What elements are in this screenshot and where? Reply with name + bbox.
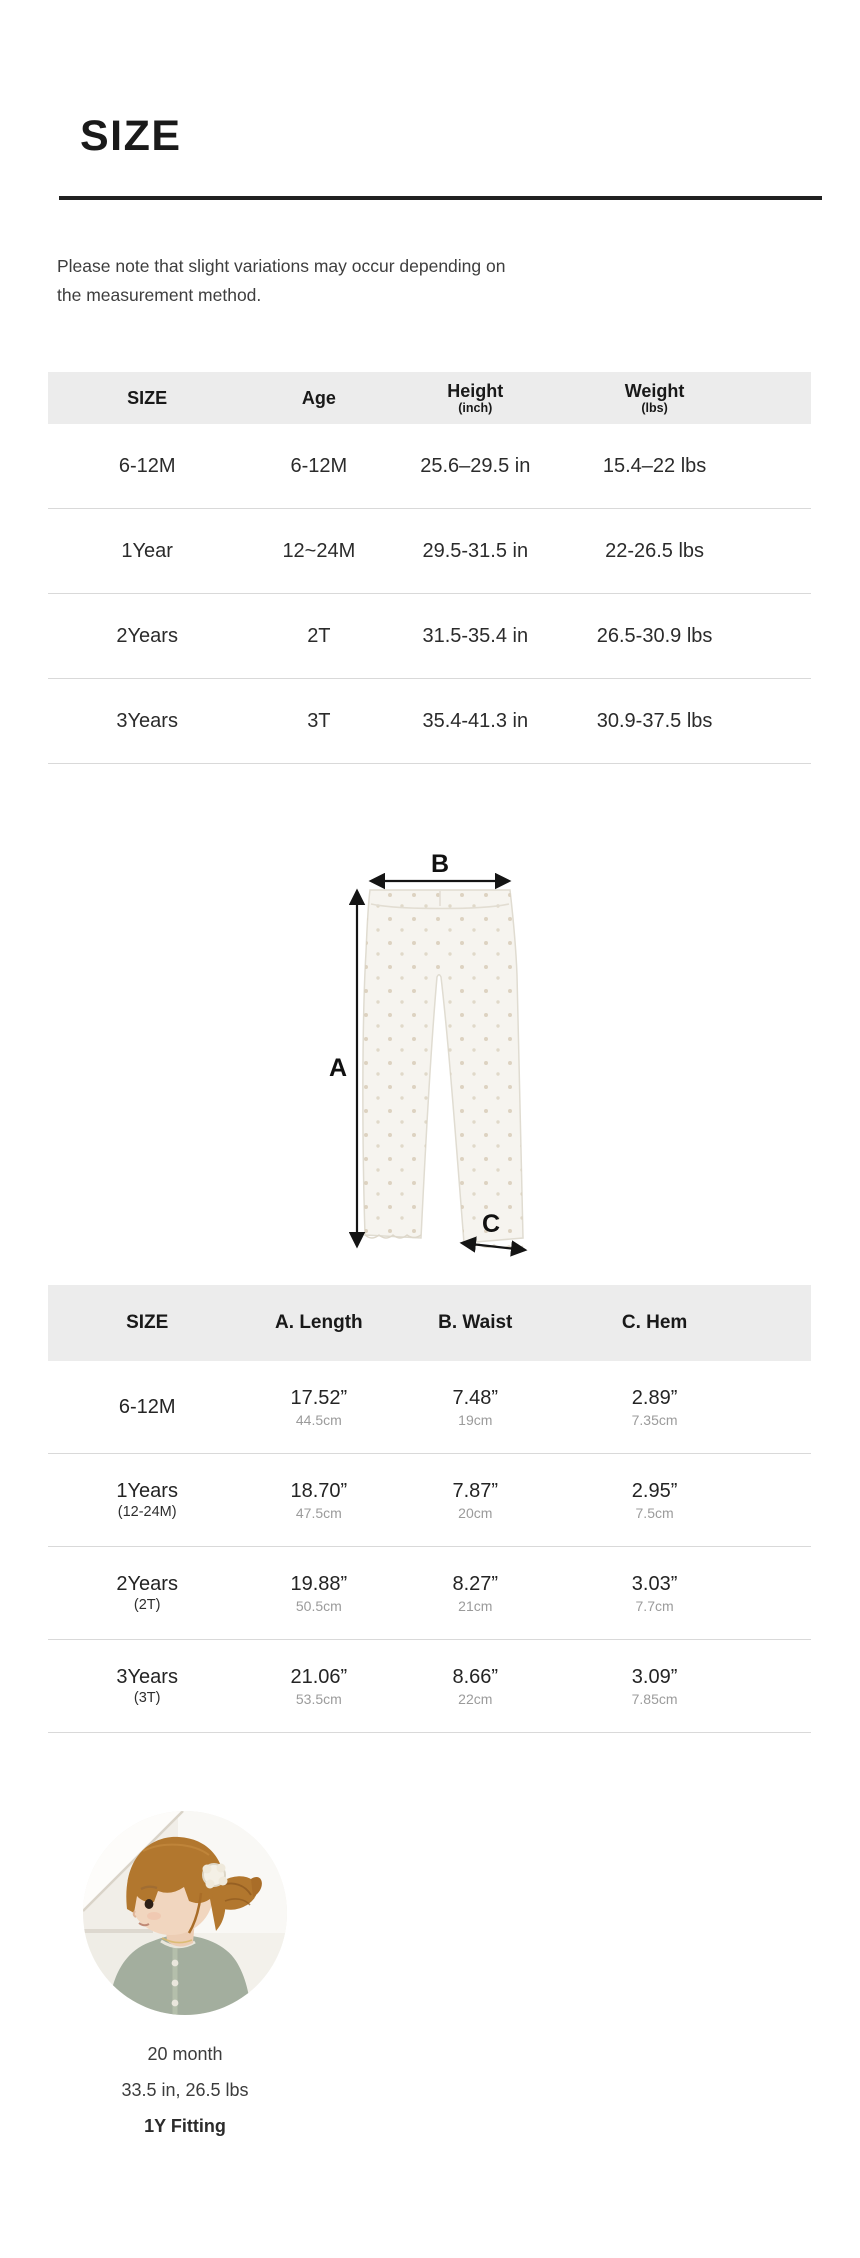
table-row: [48, 1361, 811, 1454]
length-cell: [246, 1480, 391, 1521]
size-label: 6-12M: [118, 1395, 176, 1418]
table-row: [48, 424, 811, 509]
hem-inch: 3.09”: [631, 1665, 678, 1688]
length-inch: 18.70”: [290, 1479, 348, 1502]
length-cm: 53.5cm: [295, 1690, 342, 1707]
header-waist: B. Waist: [438, 1312, 513, 1334]
waist-cm: 19cm: [458, 1411, 493, 1428]
table-row: [48, 509, 811, 594]
fitting-caption: [60, 2036, 310, 2144]
fitting-label: 1Y Fitting: [144, 2116, 226, 2136]
legging-measurement-diagram: [318, 845, 542, 1260]
length-inch: 17.52”: [290, 1386, 348, 1409]
hem-cell: [559, 1573, 750, 1614]
size-label: 2Years: [116, 1573, 178, 1595]
hem-cm: 7.35cm: [631, 1411, 678, 1428]
hem-inch: 3.03”: [631, 1572, 678, 1595]
hem-cm: 7.7cm: [635, 1597, 674, 1614]
hem-cell: [559, 1666, 750, 1707]
hem-cell: [559, 1480, 750, 1521]
size-cell: [48, 1573, 246, 1613]
header-weight: [559, 381, 750, 415]
weight-cell: 15.4–22 lbs: [602, 454, 707, 477]
fitting-model-photo: [83, 1811, 287, 2015]
title-divider: [59, 196, 822, 200]
waist-cell: [391, 1480, 559, 1521]
waist-inch: 7.87”: [452, 1479, 499, 1502]
size-cell: [48, 1666, 246, 1706]
header-hem: C. Hem: [621, 1312, 688, 1334]
fitting-age: 20 month: [147, 2044, 223, 2064]
waist-cm: 21cm: [458, 1597, 493, 1614]
waist-inch: 8.27”: [452, 1572, 499, 1595]
fitting-stats: 33.5 in, 26.5 lbs: [121, 2080, 249, 2100]
age-cell: 2T: [307, 624, 331, 647]
size-cell: [48, 1396, 246, 1419]
toddler-portrait-illustration: [83, 1811, 287, 2015]
size-cell: [48, 1480, 246, 1520]
waist-cell: [391, 1573, 559, 1614]
header-height-unit: (inch): [458, 401, 493, 416]
header-weight-label: Weight: [624, 380, 685, 401]
size-cell: 3Years: [116, 709, 178, 732]
height-cell: 29.5-31.5 in: [422, 539, 529, 562]
length-cell: [246, 1573, 391, 1614]
length-cm: 50.5cm: [295, 1597, 342, 1614]
header-size: SIZE: [127, 387, 168, 408]
length-inch: 19.88”: [290, 1572, 348, 1595]
header-length: A. Length: [275, 1312, 363, 1334]
height-cell: 25.6–29.5 in: [420, 454, 531, 477]
hem-inch: 2.89”: [631, 1386, 678, 1409]
label-a: A: [328, 1054, 348, 1082]
measurement-note: [57, 252, 505, 309]
size-age-table-header: [48, 372, 811, 424]
hem-cell: [559, 1387, 750, 1428]
label-c: C: [481, 1210, 501, 1238]
label-b: B: [430, 850, 450, 878]
waist-cell: [391, 1666, 559, 1707]
length-cell: [246, 1666, 391, 1707]
waist-cell: [391, 1387, 559, 1428]
table-row: [48, 1454, 811, 1547]
hem-cm: 7.85cm: [631, 1690, 678, 1707]
hem-inch: 2.95”: [631, 1479, 678, 1502]
table-row: [48, 1640, 811, 1733]
size-sublabel: (3T): [133, 1690, 161, 1706]
size-cell: 1Year: [121, 539, 173, 562]
size-label: 3Years: [116, 1666, 178, 1688]
waist-inch: 8.66”: [452, 1665, 499, 1688]
page-title: SIZE: [80, 112, 182, 160]
table-row: [48, 594, 811, 679]
waist-cm: 22cm: [458, 1690, 493, 1707]
waist-cm: 20cm: [458, 1504, 493, 1521]
size-cell: 2Years: [116, 624, 178, 647]
size-sublabel: (2T): [133, 1597, 161, 1613]
measurement-table-header: [48, 1285, 811, 1361]
size-label: 1Years: [116, 1480, 178, 1502]
length-inch: 21.06”: [290, 1665, 348, 1688]
header-size: SIZE: [126, 1312, 169, 1334]
age-cell: 12~24M: [282, 539, 356, 562]
legging-illustration: [363, 890, 523, 1249]
height-cell: 31.5-35.4 in: [422, 624, 529, 647]
header-height-label: Height: [447, 380, 504, 401]
waist-inch: 7.48”: [452, 1386, 499, 1409]
hem-cm: 7.5cm: [635, 1504, 674, 1521]
size-sublabel: (12-24M): [117, 1504, 177, 1520]
length-cm: 47.5cm: [295, 1504, 342, 1521]
note-line-2: the measurement method.: [57, 284, 262, 305]
weight-cell: 30.9-37.5 lbs: [596, 709, 713, 732]
header-height: [391, 381, 559, 415]
size-age-table: [48, 372, 811, 764]
header-age: Age: [301, 387, 336, 408]
table-row: [48, 1547, 811, 1640]
header-weight-unit: (lbs): [641, 401, 668, 416]
measurement-table: [48, 1285, 811, 1733]
height-cell: 35.4-41.3 in: [422, 709, 529, 732]
table-row: [48, 679, 811, 764]
age-cell: 6-12M: [290, 454, 348, 477]
weight-cell: 26.5-30.9 lbs: [596, 624, 713, 647]
age-cell: 3T: [307, 709, 331, 732]
length-cell: [246, 1387, 391, 1428]
size-cell: 6-12M: [118, 454, 176, 477]
weight-cell: 22-26.5 lbs: [605, 539, 705, 562]
length-cm: 44.5cm: [295, 1411, 342, 1428]
note-line-1: Please note that slight variations may occur depending on: [57, 256, 506, 276]
